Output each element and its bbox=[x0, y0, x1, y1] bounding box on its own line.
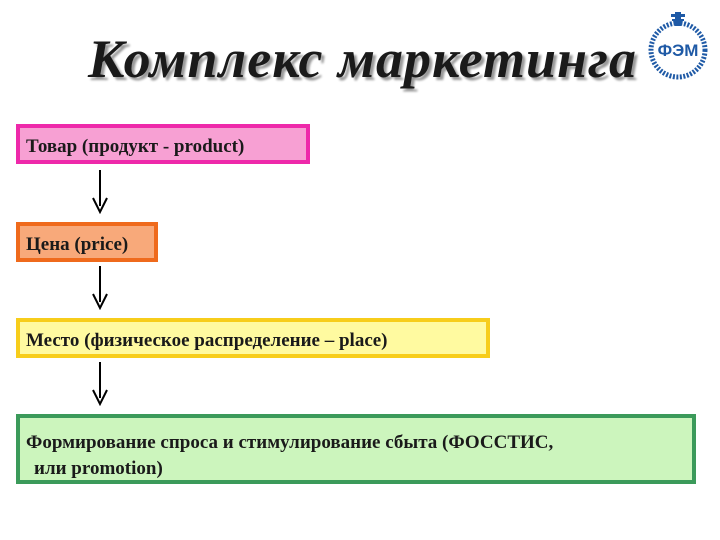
step-place: Место (физическое распределение – place) bbox=[16, 318, 490, 358]
arrow-down-icon bbox=[92, 170, 108, 214]
step-promotion-line-2: или promotion) bbox=[34, 458, 163, 479]
arrow-down-icon bbox=[92, 266, 108, 310]
step-product: Товар (продукт - product) bbox=[16, 124, 310, 164]
university-logo-icon bbox=[642, 10, 714, 80]
page-title: Комплекс маркетинга bbox=[88, 29, 637, 89]
step-price: Цена (price) bbox=[16, 222, 158, 262]
arrow-down-icon bbox=[92, 362, 108, 406]
step-promotion-line-1: Формирование спроса и стимулирование сбыта (ФОССТИС, bbox=[26, 432, 554, 453]
step-promotion bbox=[16, 414, 696, 484]
logo-text: ФЭМ bbox=[657, 41, 699, 60]
